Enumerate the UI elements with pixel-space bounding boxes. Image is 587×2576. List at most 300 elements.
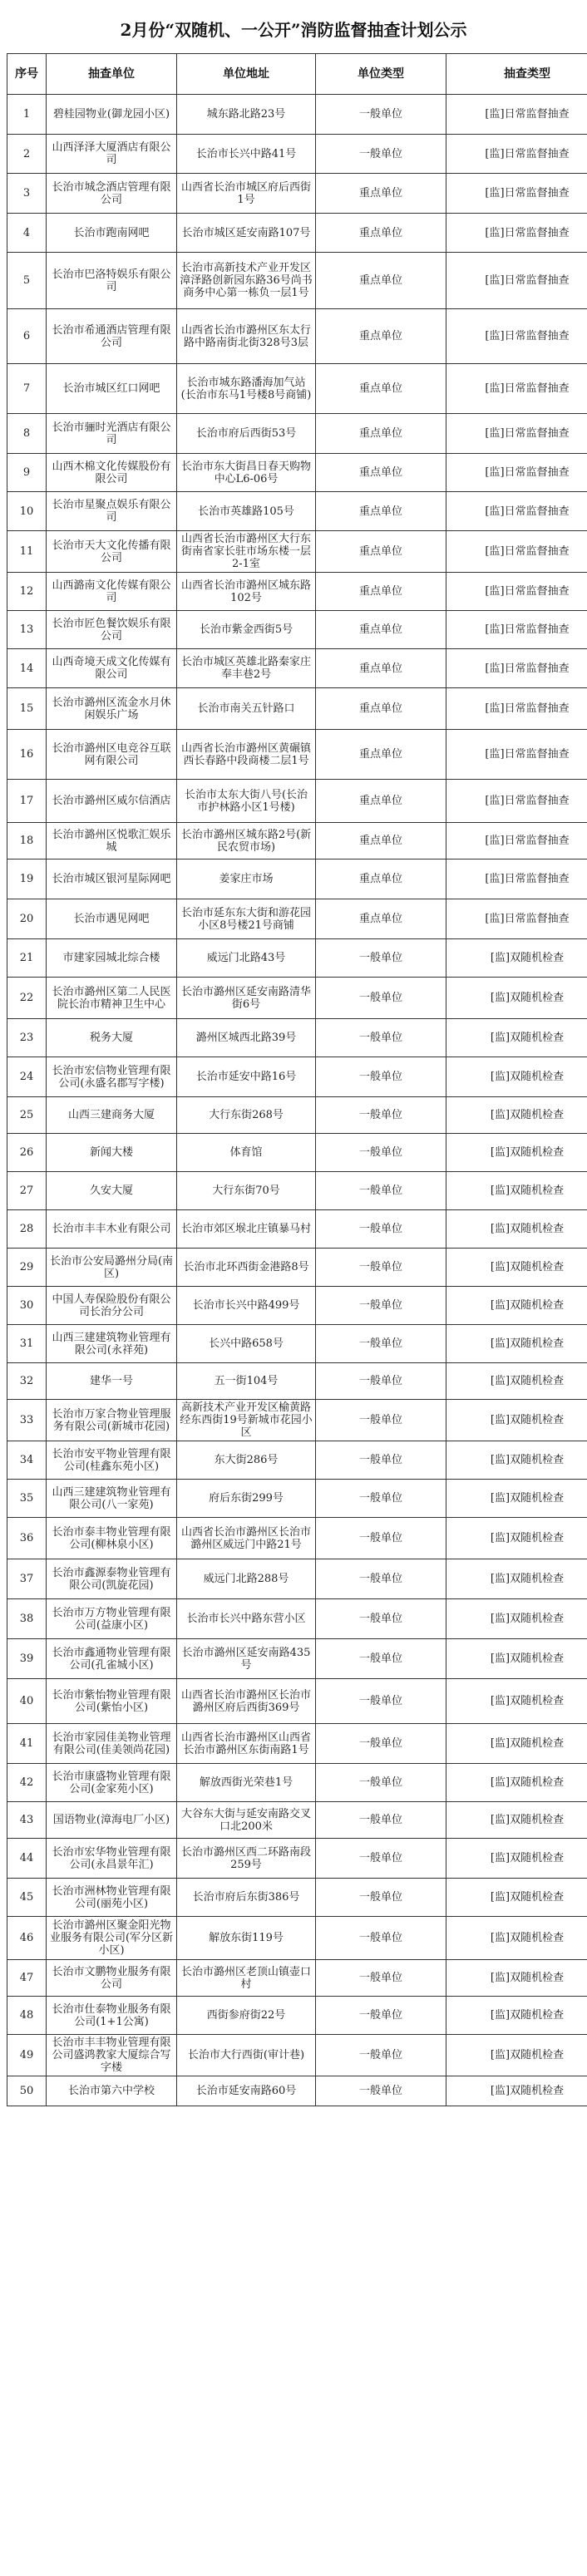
cell-unit-type: 重点单位 [316,649,446,688]
cell-unit-type: 一般单位 [316,1441,446,1480]
cell-no: 49 [7,2035,47,2076]
cell-check-type: [监]双随机检查 [446,1134,587,1172]
cell-no: 5 [7,253,47,309]
cell-no: 50 [7,2076,47,2106]
table-row [7,1839,587,1879]
cell-no: 4 [7,214,47,253]
table-row [7,1879,587,1917]
cell-check-type: [监]日常监督抽查 [446,611,587,649]
table-row [7,1400,587,1441]
cell-unit-name: 长治市丰丰物业管理有限公司盛鸿教家大厦综合写字楼 [47,2035,177,2076]
table-row [7,1917,587,1960]
cell-unit-type: 一般单位 [316,1879,446,1917]
cell-no: 20 [7,899,47,939]
cell-no: 6 [7,309,47,364]
cell-unit-type: 重点单位 [316,492,446,531]
cell-check-type: [监]双随机检查 [446,1679,587,1724]
cell-no: 18 [7,823,47,859]
cell-unit-name: 长治市潞州区悦歌汇娱乐城 [47,823,177,859]
cell-unit-type: 一般单位 [316,1249,446,1287]
cell-unit-name: 长治市第六中学校 [47,2076,177,2106]
cell-address: 大谷东大街与延安南路交叉口北200米 [177,1802,316,1839]
cell-unit-name: 长治市潞州区电竞谷互联网有限公司 [47,730,177,780]
cell-no: 40 [7,1679,47,1724]
cell-address: 山西省长治市潞州区东太行路中路南街北街328号3层 [177,309,316,364]
cell-no: 43 [7,1802,47,1839]
cell-unit-name: 山西泽泽大厦酒店有限公司 [47,135,177,174]
cell-unit-name: 新闻大楼 [47,1134,177,1172]
cell-address: 山西省长治市潞州区城东路102号 [177,573,316,611]
cell-unit-type: 重点单位 [316,364,446,414]
cell-no: 42 [7,1764,47,1802]
table-row [7,492,587,531]
cell-no: 41 [7,1724,47,1764]
cell-unit-name: 长治市城区银河星际网吧 [47,859,177,899]
cell-unit-name: 长治市巴洛特娱乐有限公司 [47,253,177,309]
cell-check-type: [监]日常监督抽查 [446,253,587,309]
table-row [7,1764,587,1802]
cell-unit-type: 重点单位 [316,174,446,214]
cell-address: 长治市延安中路16号 [177,1057,316,1097]
cell-unit-name: 市建家园城北综合楼 [47,939,177,978]
cell-unit-type: 重点单位 [316,823,446,859]
table-row [7,1325,587,1363]
cell-unit-name: 山西潞南文化传媒有限公司 [47,573,177,611]
cell-no: 28 [7,1210,47,1249]
cell-no: 16 [7,730,47,780]
cell-check-type: [监]双随机检查 [446,1839,587,1879]
cell-check-type: [监]日常监督抽查 [446,780,587,823]
table-row [7,95,587,135]
cell-check-type: [监]双随机检查 [446,1019,587,1057]
header-check-type: 抽查类型 [446,54,587,95]
table-row [7,1480,587,1518]
cell-unit-type: 重点单位 [316,454,446,492]
cell-unit-name: 长治市万家合物业管理服务有限公司(新城市花园) [47,1400,177,1441]
cell-unit-name: 长治市万方物业管理有限公司(益康小区) [47,1599,177,1639]
cell-unit-type: 一般单位 [316,1724,446,1764]
cell-unit-type: 一般单位 [316,1172,446,1210]
cell-check-type: [监]双随机检查 [446,2035,587,2076]
table-row [7,414,587,454]
table-row [7,1518,587,1559]
table-row [7,531,587,573]
cell-unit-type: 一般单位 [316,1764,446,1802]
table-row [7,1287,587,1325]
cell-address: 威远门北路288号 [177,1559,316,1599]
cell-no: 19 [7,859,47,899]
cell-address: 五一街104号 [177,1363,316,1400]
cell-check-type: [监]双随机检查 [446,1764,587,1802]
cell-address: 威远门北路43号 [177,939,316,978]
cell-no: 48 [7,1997,47,2035]
table-row [7,1679,587,1724]
cell-unit-type: 重点单位 [316,899,446,939]
cell-check-type: [监]双随机检查 [446,978,587,1019]
cell-no: 32 [7,1363,47,1400]
cell-no: 24 [7,1057,47,1097]
cell-unit-name: 长治市康盛物业管理有限公司(金家苑小区) [47,1764,177,1802]
cell-unit-name: 中国人寿保险股份有限公司长治分公司 [47,1287,177,1325]
cell-unit-type: 一般单位 [316,1363,446,1400]
cell-address: 长治市潞州区延安南路清华街6号 [177,978,316,1019]
cell-address: 解放西街光荣巷1号 [177,1764,316,1802]
cell-no: 39 [7,1639,47,1679]
cell-unit-type: 一般单位 [316,978,446,1019]
cell-check-type: [监]双随机检查 [446,1960,587,1997]
cell-no: 22 [7,978,47,1019]
cell-unit-name: 久安大厦 [47,1172,177,1210]
cell-no: 21 [7,939,47,978]
cell-unit-type: 一般单位 [316,1997,446,2035]
cell-address: 长治市潞州区老顶山镇壶口村 [177,1960,316,1997]
cell-unit-type: 一般单位 [316,1839,446,1879]
cell-no: 15 [7,688,47,730]
cell-address: 解放东街119号 [177,1917,316,1960]
cell-no: 9 [7,454,47,492]
cell-unit-type: 一般单位 [316,95,446,135]
table-row [7,1134,587,1172]
cell-unit-name: 长治市泰丰物业管理有限公司(柳林泉小区) [47,1518,177,1559]
cell-unit-name: 长治市匠色餐饮娱乐有限公司 [47,611,177,649]
table-row [7,1559,587,1599]
cell-check-type: [监]日常监督抽查 [446,823,587,859]
cell-unit-type: 重点单位 [316,531,446,573]
cell-no: 3 [7,174,47,214]
cell-unit-type: 一般单位 [316,1134,446,1172]
table-row [7,1802,587,1839]
cell-unit-name: 税务大厦 [47,1019,177,1057]
table-body [7,95,587,2106]
cell-address: 西街参府街22号 [177,1997,316,2035]
cell-unit-name: 长治市鑫源泰物业管理有限公司(凯旋花园) [47,1559,177,1599]
cell-address: 山西省长治市潞州区黄碾镇西长春路中段商楼二层1号 [177,730,316,780]
cell-unit-type: 一般单位 [316,2035,446,2076]
cell-address: 山西省长治市潞州区长治市潞州区威远门中路21号 [177,1518,316,1559]
cell-check-type: [监]双随机检查 [446,1057,587,1097]
table-row [7,611,587,649]
cell-check-type: [监]双随机检查 [446,1210,587,1249]
cell-check-type: [监]双随机检查 [446,1480,587,1518]
cell-no: 44 [7,1839,47,1879]
cell-unit-name: 长治市潞州区聚金阳光物业服务有限公司(军分区新小区) [47,1917,177,1960]
cell-no: 46 [7,1917,47,1960]
cell-unit-name: 长治市文鹏物业服务有限公司 [47,1960,177,1997]
cell-address: 潞州区城西北路39号 [177,1019,316,1057]
cell-address: 长治市城东路潘海加气站(长治市东马1号楼8号商铺) [177,364,316,414]
table-row [7,2035,587,2076]
cell-unit-name: 长治市鑫通物业管理有限公司(孔雀城小区) [47,1639,177,1679]
cell-address: 山西省长治市潞州区长治市潞州区府后西街369号 [177,1679,316,1724]
table-row [7,1019,587,1057]
cell-unit-name: 长治市宏信物业管理有限公司(永盛名郡写字楼) [47,1057,177,1097]
cell-check-type: [监]日常监督抽查 [446,135,587,174]
cell-address: 长治市英雄路105号 [177,492,316,531]
cell-unit-name: 长治市城念酒店管理有限公司 [47,174,177,214]
cell-unit-name: 长治市丰丰木业有限公司 [47,1210,177,1249]
cell-check-type: [监]双随机检查 [446,1559,587,1599]
table-row [7,454,587,492]
cell-unit-type: 重点单位 [316,611,446,649]
cell-check-type: [监]日常监督抽查 [446,414,587,454]
table-row [7,1724,587,1764]
cell-no: 7 [7,364,47,414]
cell-address: 姜家庄市场 [177,859,316,899]
cell-unit-type: 重点单位 [316,780,446,823]
cell-unit-type: 一般单位 [316,1960,446,1997]
table-row [7,1097,587,1134]
table-row [7,649,587,688]
table-row [7,899,587,939]
cell-unit-name: 长治市天大文化传播有限公司 [47,531,177,573]
cell-address: 长治市城区延安南路107号 [177,214,316,253]
table-row [7,174,587,214]
cell-address: 长治市东大街昌日春天购物中心L6-06号 [177,454,316,492]
table-row [7,1172,587,1210]
table-row [7,780,587,823]
cell-check-type: [监]双随机检查 [446,1997,587,2035]
table-row [7,1363,587,1400]
cell-address: 长治市长兴中路东营小区 [177,1599,316,1639]
cell-no: 12 [7,573,47,611]
cell-address: 长治市太东大街八号(长治市护林路小区1号楼) [177,780,316,823]
cell-unit-name: 长治市潞州区第二人民医院长治市精神卫生中心 [47,978,177,1019]
cell-unit-type: 一般单位 [316,135,446,174]
cell-check-type: [监]双随机检查 [446,1639,587,1679]
cell-no: 26 [7,1134,47,1172]
cell-unit-type: 重点单位 [316,573,446,611]
header-address: 单位地址 [177,54,316,95]
cell-unit-name: 长治市遇见网吧 [47,899,177,939]
cell-unit-type: 一般单位 [316,1639,446,1679]
cell-no: 25 [7,1097,47,1134]
cell-address: 长治市潞州区城东路2号(新民农贸市场) [177,823,316,859]
cell-unit-name: 国语物业(漳海电厂小区) [47,1802,177,1839]
cell-unit-name: 长治市骊时光酒店有限公司 [47,414,177,454]
cell-address: 长治市府后西街53号 [177,414,316,454]
cell-check-type: [监]双随机检查 [446,1917,587,1960]
cell-check-type: [监]双随机检查 [446,1400,587,1441]
cell-address: 长治市大行西街(审计巷) [177,2035,316,2076]
cell-unit-name: 山西三建建筑物业管理有限公司(八一家苑) [47,1480,177,1518]
cell-no: 31 [7,1325,47,1363]
cell-unit-type: 一般单位 [316,1917,446,1960]
cell-no: 38 [7,1599,47,1639]
cell-no: 29 [7,1249,47,1287]
cell-unit-type: 一般单位 [316,1097,446,1134]
cell-address: 长治市潞州区西二环路南段259号 [177,1839,316,1879]
cell-no: 8 [7,414,47,454]
cell-unit-name: 长治市安平物业管理有限公司(桂鑫东苑小区) [47,1441,177,1480]
cell-unit-name: 山西三建建筑物业管理有限公司(永祥苑) [47,1325,177,1363]
cell-no: 11 [7,531,47,573]
table-row [7,1057,587,1097]
cell-address: 长治市紫金西街5号 [177,611,316,649]
cell-address: 长治市高新技术产业开发区漳泽路创新园东路36号尚书商务中心第一栋负一层1号 [177,253,316,309]
cell-unit-type: 一般单位 [316,1679,446,1724]
table-row [7,1997,587,2035]
cell-unit-type: 重点单位 [316,730,446,780]
cell-address: 大行东街268号 [177,1097,316,1134]
table-row [7,859,587,899]
cell-check-type: [监]双随机检查 [446,1802,587,1839]
cell-unit-type: 一般单位 [316,1210,446,1249]
cell-unit-name: 山西三建商务大厦 [47,1097,177,1134]
table-row [7,364,587,414]
cell-check-type: [监]日常监督抽查 [446,649,587,688]
cell-address: 大行东街70号 [177,1172,316,1210]
cell-address: 东大街286号 [177,1441,316,1480]
table-row [7,1599,587,1639]
cell-check-type: [监]双随机检查 [446,1724,587,1764]
cell-check-type: [监]双随机检查 [446,1879,587,1917]
cell-unit-name: 长治市希通酒店管理有限公司 [47,309,177,364]
cell-address: 长治市郊区堠北庄镇暴马村 [177,1210,316,1249]
cell-unit-name: 山西木棉文化传媒股份有限公司 [47,454,177,492]
cell-no: 2 [7,135,47,174]
cell-check-type: [监]日常监督抽查 [446,95,587,135]
cell-unit-type: 一般单位 [316,939,446,978]
cell-no: 17 [7,780,47,823]
table-row [7,1639,587,1679]
cell-unit-type: 一般单位 [316,1057,446,1097]
header-unit-type: 单位类型 [316,54,446,95]
cell-check-type: [监]日常监督抽查 [446,214,587,253]
cell-check-type: [监]日常监督抽查 [446,531,587,573]
cell-unit-name: 建华一号 [47,1363,177,1400]
cell-unit-type: 一般单位 [316,1802,446,1839]
cell-unit-name: 长治市宏华物业管理有限公司(永昌景年汇) [47,1839,177,1879]
table-header-row [7,54,587,95]
cell-no: 45 [7,1879,47,1917]
cell-no: 33 [7,1400,47,1441]
cell-no: 1 [7,95,47,135]
cell-unit-type: 一般单位 [316,1019,446,1057]
cell-unit-type: 重点单位 [316,688,446,730]
cell-address: 体育馆 [177,1134,316,1172]
cell-address: 山西省长治市城区府后西街1号 [177,174,316,214]
cell-no: 35 [7,1480,47,1518]
table-row [7,2076,587,2106]
table-row [7,135,587,174]
cell-address: 长治市延安南路60号 [177,2076,316,2106]
cell-unit-type: 重点单位 [316,214,446,253]
cell-unit-name: 长治市洲林物业管理有限公司(丽苑小区) [47,1879,177,1917]
cell-address: 城东路北路23号 [177,95,316,135]
cell-unit-name: 长治市跑南网吧 [47,214,177,253]
cell-unit-type: 一般单位 [316,1325,446,1363]
cell-no: 10 [7,492,47,531]
cell-address: 高新技术产业开发区榆黄路经东西街19号新城市花园小区 [177,1400,316,1441]
cell-unit-type: 重点单位 [316,859,446,899]
cell-no: 36 [7,1518,47,1559]
cell-unit-type: 一般单位 [316,1400,446,1441]
cell-check-type: [监]双随机检查 [446,2076,587,2106]
cell-check-type: [监]日常监督抽查 [446,364,587,414]
cell-no: 14 [7,649,47,688]
table-row [7,1210,587,1249]
table-row [7,573,587,611]
cell-check-type: [监]双随机检查 [446,1441,587,1480]
table-row [7,1960,587,1997]
table-row [7,214,587,253]
cell-unit-name: 长治市城区红口网吧 [47,364,177,414]
cell-check-type: [监]双随机检查 [446,1249,587,1287]
cell-unit-type: 一般单位 [316,1518,446,1559]
cell-unit-name: 长治市星聚点娱乐有限公司 [47,492,177,531]
table-row [7,939,587,978]
cell-check-type: [监]日常监督抽查 [446,899,587,939]
document-title: 2月份“双随机、一公开”消防监督抽查计划公示 [120,20,467,40]
cell-check-type: [监]日常监督抽查 [446,688,587,730]
cell-address: 长治市潞州区延安南路435号 [177,1639,316,1679]
cell-address: 长治市长兴中路499号 [177,1287,316,1325]
cell-unit-type: 重点单位 [316,253,446,309]
cell-check-type: [监]双随机检查 [446,1172,587,1210]
table-row [7,730,587,780]
cell-check-type: [监]双随机检查 [446,1287,587,1325]
cell-check-type: [监]双随机检查 [446,1097,587,1134]
cell-unit-name: 长治市仕泰物业服务有限公司(1+1公寓) [47,1997,177,2035]
cell-no: 30 [7,1287,47,1325]
header-unit: 抽查单位 [47,54,177,95]
cell-address: 府后东街299号 [177,1480,316,1518]
table-row [7,1441,587,1480]
cell-check-type: [监]日常监督抽查 [446,454,587,492]
table-row [7,978,587,1019]
cell-check-type: [监]日常监督抽查 [446,573,587,611]
cell-unit-name: 长治市公安局潞州分局(南区) [47,1249,177,1287]
cell-check-type: [监]双随机检查 [446,1325,587,1363]
cell-address: 山西省长治市潞州区大行东街南省家长驻市场东楼一层2-1室 [177,531,316,573]
cell-check-type: [监]双随机检查 [446,1518,587,1559]
cell-address: 长治市府后东街386号 [177,1879,316,1917]
cell-no: 13 [7,611,47,649]
cell-address: 长治市城区英雄北路秦家庄奉丰巷2号 [177,649,316,688]
cell-check-type: [监]双随机检查 [446,1363,587,1400]
cell-check-type: [监]日常监督抽查 [446,730,587,780]
table-row [7,688,587,730]
cell-address: 长治市北环西街金港路8号 [177,1249,316,1287]
table-row [7,823,587,859]
cell-address: 山西省长治市潞州区山西省长治市潞州区东街南路1号 [177,1724,316,1764]
cell-unit-type: 一般单位 [316,1287,446,1325]
cell-no: 34 [7,1441,47,1480]
cell-unit-type: 一般单位 [316,1599,446,1639]
cell-address: 长治市南关五针路口 [177,688,316,730]
cell-unit-name: 碧桂园物业(御龙园小区) [47,95,177,135]
cell-unit-type: 重点单位 [316,309,446,364]
cell-address: 长治市长兴中路41号 [177,135,316,174]
cell-check-type: [监]日常监督抽查 [446,492,587,531]
cell-address: 长兴中路658号 [177,1325,316,1363]
table-row [7,1249,587,1287]
cell-unit-type: 一般单位 [316,2076,446,2106]
cell-unit-name: 长治市潞州区流金水月休闲娱乐广场 [47,688,177,730]
table-row [7,309,587,364]
header-no: 序号 [7,54,47,95]
cell-check-type: [监]双随机检查 [446,939,587,978]
table-row [7,253,587,309]
cell-unit-name: 长治市紫怡物业管理有限公司(紫怡小区) [47,1679,177,1724]
cell-unit-type: 重点单位 [316,414,446,454]
cell-no: 27 [7,1172,47,1210]
cell-unit-type: 一般单位 [316,1559,446,1599]
cell-check-type: [监]日常监督抽查 [446,309,587,364]
cell-no: 37 [7,1559,47,1599]
cell-check-type: [监]双随机检查 [446,1599,587,1639]
cell-check-type: [监]日常监督抽查 [446,174,587,214]
